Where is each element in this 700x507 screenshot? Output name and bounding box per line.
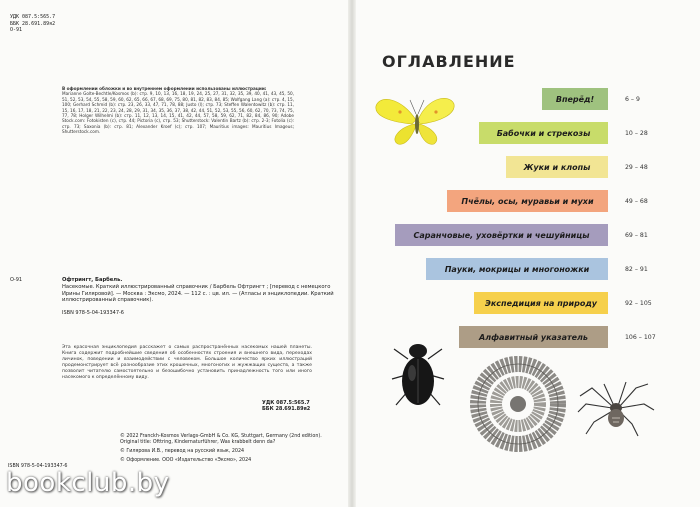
- udk-repeat: УДК 087.5:565.7: [262, 400, 310, 406]
- bib-description: Насекомые. Краткий иллюстрированный справочник / Барбель Офтрингт ; [перевод с немецкого Ирины Гиляровой]. — Москва : Эксмо, 2024. — 112 с. : цв. ил. — (Атласы и энциклопедии. Краткий иллюстрированный справочник).: [62, 283, 334, 304]
- toc-entry[interactable]: [474, 292, 608, 314]
- toc-entry-label: Пчёлы, осы, муравьи и мухи: [461, 196, 594, 206]
- credits-body: Marianne Golte-Bechtle/Kosmos (b): стр. 9, 10, 13, 16, 18, 19, 24, 25, 27, 31, 32, 35, 39, 40, 41, 43, 45, 50, 51, 52, 53, 54, 55, 58, 59, 60, 62, 65, 66, 67, 68, 69, 75, 80, 81, 82, 83, 84, 85; Wolfgang Lang (a): стр. 4, 15, 100; Gerhard Schmid (b): стр. 23, 26, 33, 47, 71, 78, 88; Justo (l); стр. 73; Steffen Walentowitz (b): стр. 11, 15, 16, 17, 18, 21, 22, 23, 24, 28, 29, 31, 34, 35, 36, 37, 38, 42, 44, 51, 52, 53, 55, 56, 60, 62, 70, 73, 74, 75, 77, 78; Holger Wilhelmi (b): стр. 11, 12, 13, 14, 15, 41, 42, 44, 57, 58, 59, 62, 71, 82, 84, 86, 90; Adobe Stock.com: Fotokisten (c), стр. 44; Pictoria (c), стр. 53; Shutterstock: Valentin Bartz (b): стр. 2-3; Fotolia (c): стр. 73; Saxonia (b): стр. 81; Alexander Kroef (c); стр. 107; Mauritius images: Mauritius Imageus; Shutterstock.com.: [62, 91, 294, 135]
- toc-entry[interactable]: [542, 88, 608, 110]
- copyright-line: © Оформление. ООО «Издательство «Эксмо», 2024: [120, 458, 252, 463]
- classification-codes: [10, 14, 55, 34]
- imprint-page: [0, 0, 348, 507]
- toc-entry-label: Саранчовые, уховёртки и чешуйницы: [413, 230, 590, 240]
- toc-entry-pages: 82 – 91: [625, 266, 648, 273]
- bbk-code: ББК 28.691.89я2: [10, 20, 56, 27]
- spider-illustration: [576, 378, 656, 440]
- author-mark: О-91: [10, 27, 23, 34]
- isbn-bottom: ISBN 978-5-04-193347-6: [8, 464, 68, 469]
- toc-entry[interactable]: [459, 326, 608, 348]
- butterfly-illustration: [372, 92, 462, 148]
- site-watermark: bookclub.by: [6, 468, 170, 498]
- toc-title: ОГЛАВЛЕНИЕ: [382, 52, 516, 71]
- bib-label: О-91: [10, 277, 23, 283]
- toc-entry[interactable]: [426, 258, 608, 280]
- toc-entry-pages: 6 – 9: [625, 96, 640, 103]
- illustration-credits: [62, 86, 294, 135]
- toc-entry[interactable]: [395, 224, 608, 246]
- toc-entry-pages: 29 – 48: [625, 164, 648, 171]
- copyright-line: © Гилярова И.В., перевод на русский язык, 2024: [120, 449, 245, 454]
- classification-repeat: [262, 400, 310, 413]
- toc-entry[interactable]: [479, 122, 608, 144]
- toc-entry-label: Бабочки и стрекозы: [496, 128, 591, 138]
- millipede-illustration: [464, 352, 572, 452]
- toc-entry-pages: 106 – 107: [625, 334, 656, 341]
- bib-author: Офтрингт, Барбель.: [62, 277, 123, 283]
- toc-entry-pages: 10 – 28: [625, 130, 648, 137]
- credits-heading: В оформлении обложки и во внутреннем оформлении использованы иллюстрации:: [62, 86, 267, 91]
- toc-entry[interactable]: [506, 156, 608, 178]
- copyright-line: © 2022 Franckh-Kosmos Verlags-GmbH & Co. KG, Stuttgart, Germany (2nd edition). Original title: Ofttring, Kindernaturführer, Was krabbelt denn da?: [120, 434, 322, 445]
- copyright-block: [120, 434, 340, 467]
- toc-entry-pages: 69 – 81: [625, 232, 648, 239]
- bbk-repeat: ББК 28.691.89я2: [262, 406, 311, 413]
- toc-entry-pages: 92 – 105: [625, 300, 652, 307]
- toc-entry-label: Пауки, мокрицы и многоножки: [444, 264, 590, 274]
- toc-entry[interactable]: [447, 190, 608, 212]
- bibliographic-record: [10, 277, 340, 317]
- udk-code: УДК 087.5:565.7: [10, 14, 56, 20]
- toc-entry-label: Экспедиция на природу: [485, 298, 597, 308]
- book-gutter: [348, 0, 356, 507]
- toc-entry-label: Алфавитный указатель: [479, 332, 588, 342]
- toc-entry-label: Жуки и клопы: [523, 162, 591, 172]
- toc-entry-label: Вперёд!: [555, 94, 595, 104]
- beetle-illustration: [388, 335, 448, 415]
- annotation-text: Эта красочная энциклопедия расскажет о самых распространённых насекомых нашей планеты. Книга содержит подробнейшие сведения об особенностях строения и внешнего вида, переходах личинок, поведении и взаимодействии с человеком. Большое количество ярких иллюстраций продемонстрирует всё разнообразие этих крошечных, многоногих и жужжащих существ, а также позволит читателю самостоятельно и безошибочно установить принадлежность того или иного насекомого к определённому виду.: [62, 345, 312, 380]
- bib-isbn: ISBN 978-5-04-193347-6: [62, 310, 124, 317]
- toc-entry-pages: 49 – 68: [625, 198, 648, 205]
